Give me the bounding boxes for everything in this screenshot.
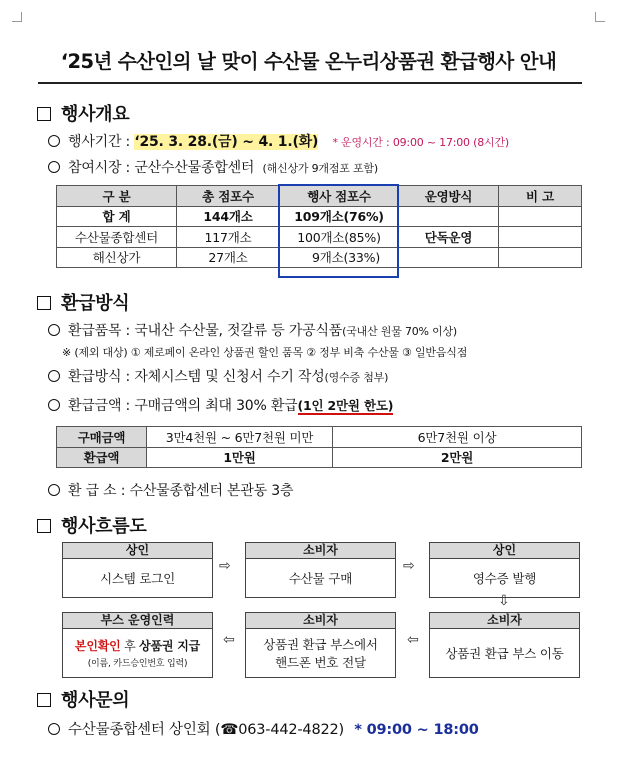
- flow-step-3: 상인 영수증 발행: [429, 542, 580, 598]
- circle-bullet-icon: [48, 484, 60, 496]
- circle-bullet-icon: [48, 161, 60, 173]
- contact-info: 수산물종합센터 상인회 (☎063-442-4822): [68, 722, 344, 738]
- period-label: 행사기간: [68, 134, 122, 150]
- circle-bullet-icon: [48, 135, 60, 147]
- exclusion-note: ※ (제외 대상) ① 제로페이 온라인 상품권 할인 품목 ② 정부 비축 수산물 ③ 일반음식점: [62, 346, 468, 359]
- refund-amount-table: [56, 426, 582, 468]
- table-row: [57, 247, 582, 268]
- table-cell: 6만7천원 이상: [333, 427, 582, 448]
- identity-check: 본인확인: [74, 639, 121, 653]
- table-cell: 해신상가: [57, 247, 177, 268]
- square-bullet-icon: [37, 519, 51, 533]
- document-title: ‘25년 수산인의 날 맞이 수산물 온누리상품권 환급행사 안내: [60, 50, 557, 73]
- table-cell: 109개소(76%): [280, 206, 399, 227]
- page-corner-mark: [12, 12, 22, 22]
- table-cell: [399, 247, 499, 268]
- flow-step-4: 소비자 상품권 환급 부스 이동: [429, 612, 580, 678]
- table-cell: [499, 227, 582, 248]
- circle-bullet-icon: [48, 723, 60, 735]
- flow-step-6: 부스 운영인력 본인확인 후 상품권 지급 (이름, 카드승인번호 입력): [62, 612, 213, 678]
- table-header-row: [57, 186, 582, 207]
- page-corner-mark: [595, 12, 605, 22]
- square-bullet-icon: [37, 107, 51, 121]
- period-row: 행사기간 : ‘25. 3. 28.(금) ~ 4. 1.(화) * 운영시간 : 09:00 ~ 17:00 (8시간): [48, 131, 509, 151]
- right-arrow-icon: ⇨: [403, 558, 415, 574]
- operating-hours: * 운영시간 : 09:00 ~ 17:00 (8시간): [332, 136, 509, 149]
- market-row: 참여시장 : 군산수산물종합센터 (해신상가 9개점포 포함): [48, 157, 378, 177]
- table-cell: 100개소(85%): [280, 227, 399, 248]
- table-cell: 117개소: [177, 227, 280, 248]
- table-cell: 144개소: [177, 206, 280, 227]
- place-row: 환 급 소 : 수산물종합센터 본관동 3층: [48, 480, 293, 500]
- section-heading-flow: 행사흐름도: [37, 512, 146, 538]
- header-cell: 행사 점포수: [280, 186, 399, 207]
- market-value: 군산수산물종합센터: [134, 160, 255, 176]
- store-count-table: [56, 185, 582, 268]
- left-arrow-icon: ⇦: [407, 632, 419, 648]
- table-cell: 합 계: [57, 206, 177, 227]
- section-heading-inquiry: 행사문의: [37, 686, 129, 712]
- table-cell: 1만원: [147, 447, 333, 468]
- right-arrow-icon: ⇨: [219, 558, 231, 574]
- amount-row: 환급금액 : 구매금액의 최대 30% 환급(1인 2만원 한도): [48, 395, 393, 415]
- table-cell: 3만4천원 ~ 6만7천원 미만: [147, 427, 333, 448]
- header-cell: 총 점포수: [177, 186, 280, 207]
- square-bullet-icon: [37, 296, 51, 310]
- down-arrow-icon: ⇩: [498, 593, 510, 609]
- items-row: 환급품목 : 국내산 수산물, 젓갈류 등 가공식품(국내산 원물 70% 이상): [48, 320, 457, 340]
- table-cell: [399, 206, 499, 227]
- way-row: 환급방식 : 자체시스템 및 신청서 수기 작성(영수증 첨부): [48, 366, 388, 386]
- circle-bullet-icon: [48, 370, 60, 382]
- circle-bullet-icon: [48, 324, 60, 336]
- table-cell: 2만원: [333, 447, 582, 468]
- section-heading-method: 환급방식: [37, 289, 129, 315]
- table-row: [57, 227, 582, 248]
- table-cell: 수산물종합센터: [57, 227, 177, 248]
- square-bullet-icon: [37, 693, 51, 707]
- amount-limit: (1인 2만원 한도): [297, 398, 394, 413]
- period-value: ‘25. 3. 28.(금) ~ 4. 1.(화): [134, 134, 319, 150]
- header-cell: 구 분: [57, 186, 177, 207]
- header-cell: 운영방식: [399, 186, 499, 207]
- circle-bullet-icon: [48, 399, 60, 411]
- table-cell: 구매금액: [57, 427, 147, 448]
- table-row: [57, 427, 582, 448]
- flow-step-2: 소비자 수산물 구매: [245, 542, 396, 598]
- section-heading-overview: 행사개요: [37, 100, 129, 126]
- market-label: 참여시장: [68, 160, 122, 176]
- inquiry-row: [48, 718, 479, 739]
- inquiry-hours: * 09:00 ~ 18:00: [354, 722, 479, 738]
- table-cell: [499, 206, 582, 227]
- table-cell: 27개소: [177, 247, 280, 268]
- flow-step-1: 상인 시스템 로그인: [62, 542, 213, 598]
- title-underline: [38, 82, 582, 84]
- table-cell: 단독운영: [399, 227, 499, 248]
- table-cell: 9개소(33%): [280, 247, 399, 268]
- table-cell: 환급액: [57, 447, 147, 468]
- market-note: (해신상가 9개점포 포함): [262, 162, 378, 175]
- table-row-total: [57, 206, 582, 227]
- left-arrow-icon: ⇦: [223, 632, 235, 648]
- table-cell: [499, 247, 582, 268]
- header-cell: 비 고: [499, 186, 582, 207]
- flow-step-5: 소비자 상품권 환급 부스에서 핸드폰 번호 전달: [245, 612, 396, 678]
- table-row: [57, 447, 582, 468]
